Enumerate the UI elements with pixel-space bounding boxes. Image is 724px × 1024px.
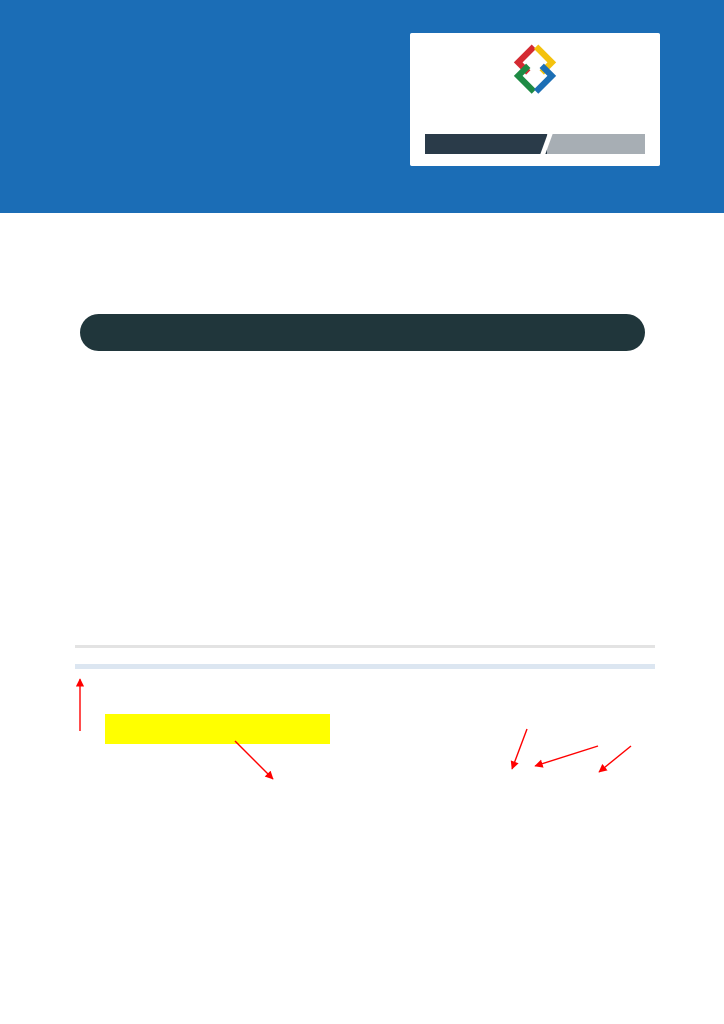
tagline-build-safe: [547, 134, 645, 154]
register-table-header: [75, 745, 655, 773]
sheet-top-strip: [75, 645, 655, 648]
brand-tagline: [425, 134, 645, 154]
annotation-arrows: [75, 645, 655, 915]
designer-risk-register-sheet: [75, 645, 655, 915]
logo-mark-icon: [507, 40, 563, 96]
brand-name: [410, 97, 660, 128]
header-banner: [0, 0, 724, 213]
section-banner: [105, 714, 330, 744]
register-title: [115, 650, 655, 659]
tagline-design-smart: [425, 134, 547, 154]
guidance-statement-heading: [80, 314, 645, 351]
company-logo: [410, 33, 660, 166]
sheet-title-strip: [75, 664, 655, 669]
